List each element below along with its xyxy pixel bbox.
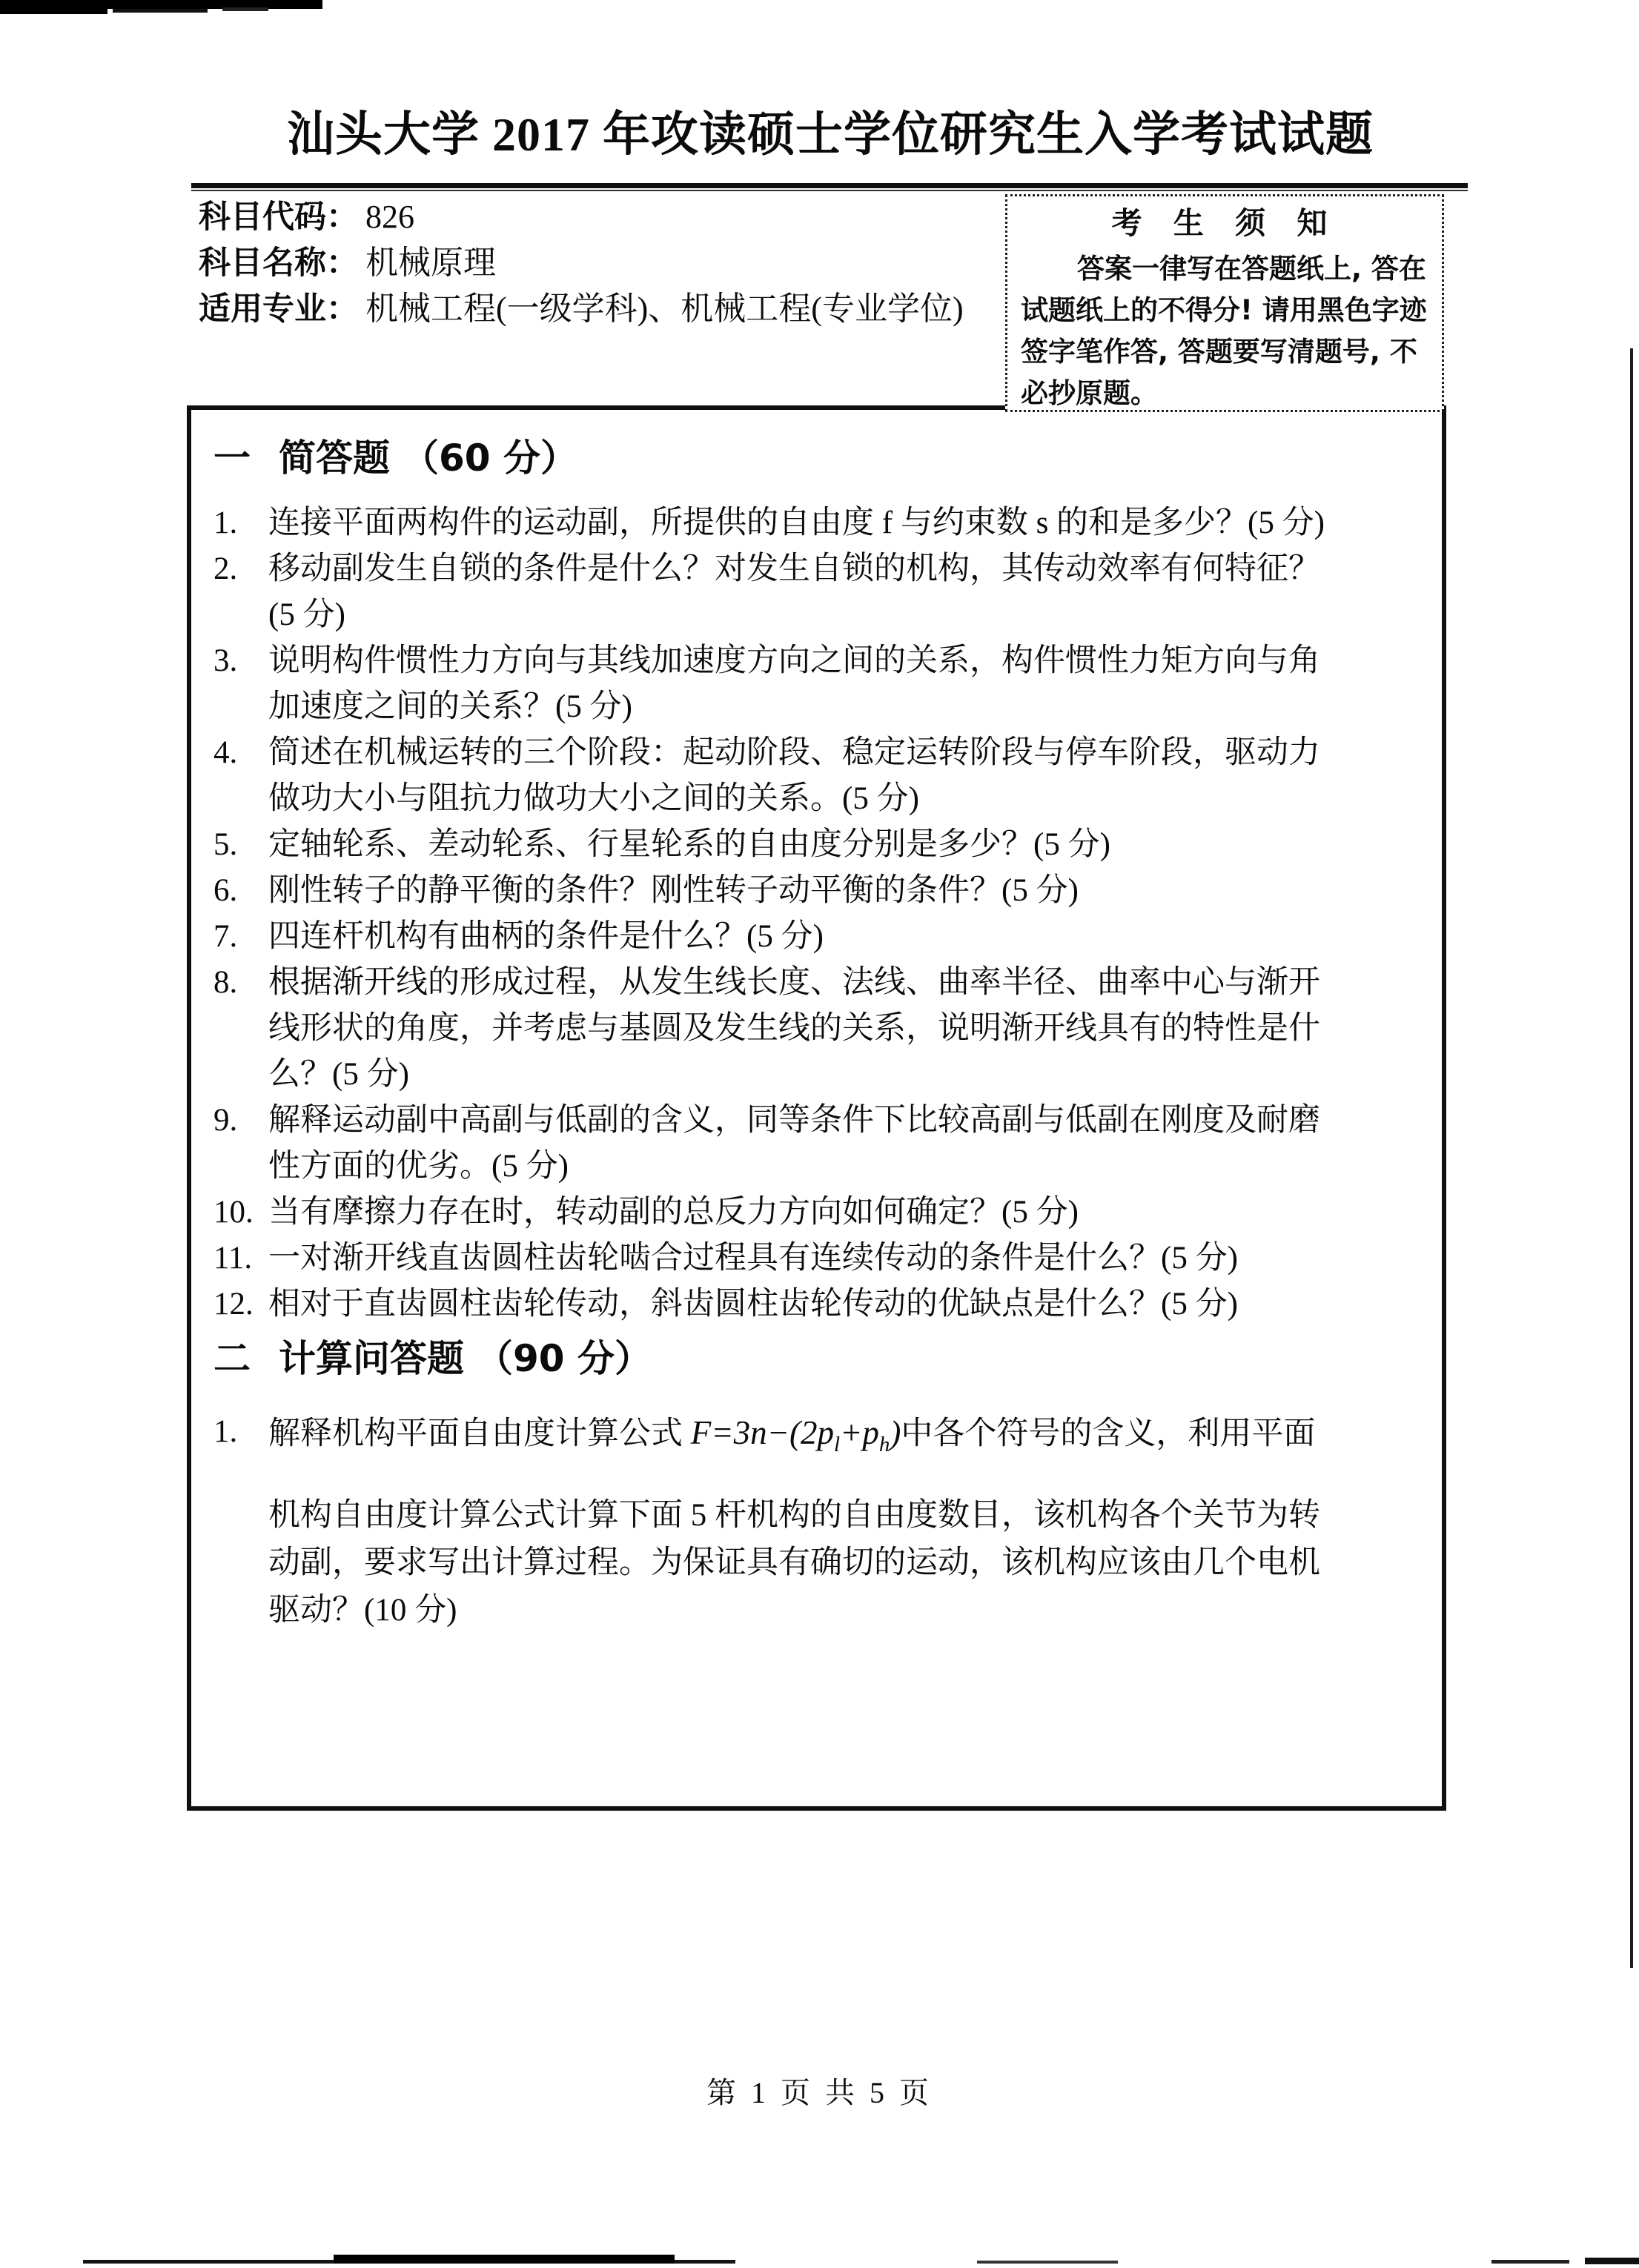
subject-name-value: 机械原理	[365, 245, 496, 281]
notice-line: 签字笔作答, 答题要写清题号, 不	[1021, 336, 1417, 368]
scan-artifact-right-edge	[1630, 348, 1633, 1968]
calc-line1-pre: 解释机构平面自由度计算公式	[268, 1416, 691, 1451]
question-line: 做功大小与阻抗力做功大小之间的关系。(5 分)	[268, 781, 919, 816]
question-line: 当有摩擦力存在时，转动副的总反力方向如何确定？(5 分)	[268, 1195, 1079, 1230]
question-text	[268, 1098, 1424, 1190]
question-line: 说明构件惯性力方向与其线加速度方向之间的关系，构件惯性力矩方向与角	[268, 643, 1320, 678]
subject-code-value: 826	[365, 199, 414, 235]
title-divider-rule	[191, 183, 1468, 191]
question-item	[213, 546, 1424, 638]
question-text	[268, 500, 1424, 546]
section-marker: 一	[213, 437, 251, 480]
notice-title: 考 生 须 知	[1111, 205, 1338, 241]
notice-line: 必抄原题。	[1021, 377, 1158, 409]
subject-name-row	[199, 240, 999, 286]
question-line: 简述在机械运转的三个阶段：起动阶段、稳定运转阶段与停车阶段，驱动力	[268, 735, 1320, 770]
candidate-notice-box	[1005, 194, 1444, 412]
scan-artifact-bottom-edge	[334, 2255, 675, 2264]
question-item	[213, 1281, 1424, 1327]
question-number: 1.	[213, 505, 238, 540]
question-text	[268, 1409, 1424, 1634]
section-score: （90 分）	[476, 1337, 652, 1380]
question-item	[213, 960, 1424, 1098]
subject-name-label: 科目名称：	[199, 245, 358, 282]
rule-thick-line	[191, 183, 1468, 188]
question-line: 四连杆机构有曲柄的条件是什么？(5 分)	[268, 919, 824, 954]
question-line: 驱动？(10 分)	[268, 1593, 457, 1628]
formula-mid: +p	[840, 1414, 879, 1451]
question-item	[213, 868, 1424, 914]
question-line: 性方面的优劣。(5 分)	[268, 1149, 569, 1184]
question-number: 12.	[213, 1287, 254, 1322]
question-text	[268, 1190, 1424, 1236]
question-text	[268, 730, 1424, 822]
scan-artifact-bottom-edge	[977, 2261, 1118, 2264]
calc-question-item	[213, 1409, 1424, 1634]
subject-code-row	[199, 194, 999, 240]
scan-artifact-bottom-edge	[1491, 2260, 1569, 2264]
question-number: 4.	[213, 735, 238, 770]
calc-line1-post: 中各个符号的含义，利用平面	[901, 1416, 1316, 1451]
rule-thin-line	[191, 190, 1468, 191]
applicable-major-value: 机械工程(一级学科)、机械工程(专业学位)	[365, 291, 964, 327]
applicable-major-row	[199, 286, 999, 332]
formula-sub-l: l	[833, 1433, 841, 1456]
section-heading-calculation	[213, 1335, 1424, 1382]
question-line: 么？(5 分)	[268, 1057, 409, 1092]
subject-info-block	[199, 194, 999, 332]
scan-artifact-top-left	[0, 7, 107, 14]
question-item	[213, 1098, 1424, 1190]
question-number: 2.	[213, 551, 238, 586]
question-line: 移动副发生自锁的条件是什么？对发生自锁的机构，其传动效率有何特征？	[268, 551, 1320, 586]
question-item	[213, 730, 1424, 822]
section-score: （60 分）	[402, 437, 577, 480]
formula-sub-h: h	[878, 1433, 890, 1456]
question-number: 8.	[213, 965, 238, 1000]
question-item	[213, 500, 1424, 546]
question-text	[268, 822, 1424, 868]
question-text	[268, 546, 1424, 638]
question-line: 定轴轮系、差动轮系、行星轮系的自由度分别是多少？(5 分)	[268, 827, 1110, 862]
formula-main: F=3n−(2p	[690, 1414, 834, 1451]
notice-line: 试题纸上的不得分! 请用黑色字迹	[1021, 294, 1427, 326]
question-item	[213, 1190, 1424, 1236]
question-line: 连接平面两构件的运动副，所提供的自由度 f 与约束数 s 的和是多少？(5 分)	[268, 505, 1325, 540]
question-number: 9.	[213, 1103, 238, 1138]
notice-body	[1021, 248, 1428, 414]
question-line	[268, 1409, 1424, 1468]
section-marker: 二	[213, 1337, 251, 1380]
scan-artifact-top-left	[222, 7, 268, 11]
question-item	[213, 638, 1424, 730]
question-line: 线形状的角度，并考虑与基圆及发生线的关系，说明渐开线具有的特性是什	[268, 1011, 1320, 1046]
question-line: 刚性转子的静平衡的条件？刚性转子动平衡的条件？(5 分)	[268, 873, 1079, 908]
question-line: 机构自由度计算公式计算下面 5 杆机构的自由度数目，该机构各个关节为转	[268, 1498, 1320, 1533]
page-footer: 第 1 页 共 5 页	[706, 2076, 933, 2109]
question-text	[268, 914, 1424, 960]
formula-end: )	[890, 1414, 901, 1451]
question-text	[268, 960, 1424, 1098]
question-line: (5 分)	[268, 597, 345, 632]
question-line: 解释运动副中高副与低副的含义，同等条件下比较高副与低副在刚度及耐磨	[268, 1103, 1320, 1138]
question-line: 根据渐开线的形成过程，从发生线长度、法线、曲率半径、曲率中心与渐开	[268, 965, 1320, 1000]
question-text	[268, 638, 1424, 730]
scan-artifact-top-left	[113, 9, 208, 13]
question-line: 一对渐开线直齿圆柱齿轮啮合过程具有连续传动的条件是什么？(5 分)	[268, 1241, 1238, 1276]
exam-title: 汕头大学 2017 年攻读硕士学位研究生入学考试试题	[287, 108, 1374, 161]
question-number: 5.	[213, 827, 238, 862]
question-item	[213, 822, 1424, 868]
section-heading-short-answer	[213, 437, 1424, 480]
question-number: 10.	[213, 1195, 254, 1230]
question-text	[268, 868, 1424, 914]
applicable-major-label: 适用专业：	[199, 291, 358, 328]
question-number: 11.	[213, 1241, 253, 1276]
question-line: 动副，要求写出计算过程。为保证具有确切的运动，该机构应该由几个电机	[268, 1545, 1320, 1580]
dof-formula	[690, 1414, 901, 1456]
section-label: 计算问答题	[279, 1337, 464, 1380]
question-number: 7.	[213, 919, 238, 954]
subject-code-label: 科目代码：	[199, 199, 358, 236]
question-line: 加速度之间的关系？(5 分)	[268, 689, 632, 724]
notice-line: 答案一律写在答题纸上, 答在	[1077, 253, 1426, 285]
question-text	[268, 1281, 1424, 1327]
question-list	[213, 500, 1424, 1327]
question-item	[213, 1236, 1424, 1281]
question-line: 相对于直齿圆柱齿轮传动，斜齿圆柱齿轮传动的优缺点是什么？(5 分)	[268, 1287, 1238, 1322]
question-number: 1.	[213, 1414, 238, 1449]
question-number: 6.	[213, 873, 238, 908]
question-item	[213, 914, 1424, 960]
question-number: 3.	[213, 643, 238, 678]
section-label: 简答题	[279, 437, 390, 480]
question-text	[268, 1236, 1424, 1281]
calc-extra-lines	[268, 1492, 1424, 1634]
scan-artifact-bottom-edge	[1585, 2258, 1639, 2264]
question-box	[187, 405, 1446, 1811]
